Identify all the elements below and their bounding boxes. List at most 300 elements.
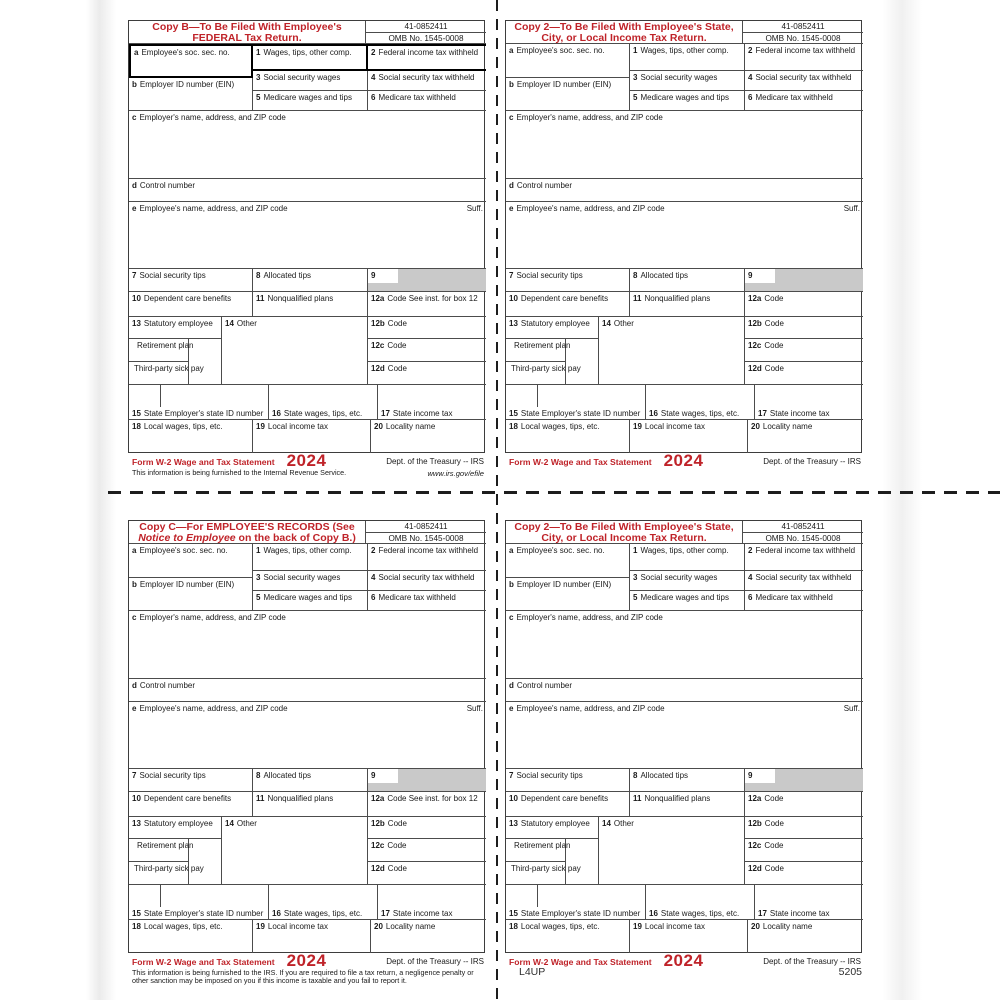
box-label: Code: [764, 864, 784, 873]
copy-title-text2: City, or Local Income Tax Return.: [541, 31, 707, 44]
box-8-cell: [253, 769, 368, 792]
box-number: 6: [371, 593, 376, 602]
box-1-cell: [253, 544, 368, 571]
box-label: Code: [387, 841, 407, 850]
box-label: Local wages, tips, etc.: [520, 422, 600, 431]
box-number: 12b: [371, 319, 385, 328]
form-name: Form W-2 Wage and Tax Statement: [509, 957, 652, 967]
box-label: Social security tips: [139, 271, 206, 280]
box-label: Local wages, tips, etc.: [143, 422, 223, 431]
copy-title-line2: [508, 33, 740, 44]
w2-form: [128, 520, 485, 953]
box-label: Other: [613, 819, 634, 828]
tax-year: 2024: [663, 451, 704, 470]
box-number: 19: [256, 422, 265, 431]
copy-title-text1: Copy C—For EMPLOYEE'S RECORDS (See: [139, 521, 355, 533]
box-number: e: [509, 204, 514, 213]
box-label: Federal income tax withheld: [378, 48, 479, 57]
box-label: Local wages, tips, etc.: [143, 922, 223, 931]
header-code-cell: [743, 521, 863, 544]
box-label: Retirement plan: [514, 841, 571, 850]
box-b-cell: [506, 578, 630, 611]
box-5-cell: [253, 591, 368, 611]
box-number: 11: [633, 794, 642, 803]
box-label: Employee's soc. sec. no.: [516, 46, 605, 55]
form-footer: [505, 951, 862, 990]
box-label: Code See inst. for box 12: [387, 794, 478, 803]
box-e-cell: [506, 702, 863, 769]
box-label: Locality name: [762, 922, 813, 931]
box-2-cell: [745, 44, 863, 71]
box-12a-cell: [368, 292, 486, 317]
box-label: Retirement plan: [137, 841, 194, 850]
box-7-cell: [129, 769, 253, 792]
box-14-cell: [599, 817, 745, 885]
copy-title-line2: [131, 33, 363, 44]
box-3-cell: [253, 71, 368, 91]
suffix-label: Suff.: [843, 704, 860, 713]
box-number: 2: [371, 546, 376, 555]
box-15-cell: [506, 885, 646, 920]
box-label: State Employer's state ID number: [520, 909, 641, 918]
box-6-cell: [745, 91, 863, 111]
box-number: 3: [633, 573, 638, 582]
box-12b-cell: [745, 317, 863, 339]
horizontal-perforation-line: [108, 491, 1000, 494]
efile-url: www.irs.gov/efile: [427, 469, 484, 478]
suffix-label: Suff.: [466, 704, 483, 713]
w2-form: [128, 20, 485, 453]
box-number: c: [509, 113, 514, 122]
box-12c-cell: [745, 839, 863, 862]
box-number: a: [509, 546, 514, 555]
box-number: 6: [748, 593, 753, 602]
box-number: 17: [381, 909, 390, 918]
box-e-cell: [506, 202, 863, 269]
omb-number: OMB No. 1545-0008: [765, 534, 841, 543]
box-label: Code: [387, 819, 407, 828]
box-number: 7: [509, 271, 514, 280]
box-label: Control number: [139, 181, 196, 190]
box-label: Retirement plan: [514, 341, 571, 350]
box-20-cell: [371, 920, 486, 953]
form-id-code: 41-0852411: [743, 521, 863, 533]
box-2-cell: [368, 544, 486, 571]
box-label: Retirement plan: [137, 341, 194, 350]
box-number: 20: [751, 422, 760, 431]
box-19-cell: [630, 920, 748, 953]
box-number: 10: [509, 794, 518, 803]
box-17-label-row: [381, 909, 453, 918]
box-number: 18: [509, 422, 518, 431]
box-20-cell: [371, 420, 486, 453]
box-number: 11: [633, 294, 642, 303]
box-number: 18: [509, 922, 518, 931]
box-number: 12c: [748, 341, 762, 350]
quadrant-copy-b-federal: [128, 20, 485, 490]
box-label: Code: [387, 341, 407, 350]
box-number: 8: [633, 771, 638, 780]
page-edge-shadow-left: [86, 0, 116, 1000]
box-19-cell: [630, 420, 748, 453]
box-label: Employer's name, address, and ZIP code: [139, 613, 286, 622]
w2-form: [505, 20, 862, 453]
box-label: Social security tax withheld: [378, 573, 475, 582]
box-number: 12d: [748, 364, 762, 373]
box-11-cell: [253, 292, 368, 317]
box-12a-cell: [368, 792, 486, 817]
box-a-cell: [506, 44, 630, 78]
box-15-cell: [129, 885, 269, 920]
box-12c-cell: [368, 839, 486, 862]
copy-title-text1: Copy 2—To Be Filed With Employee's State,: [514, 21, 734, 33]
form-name: Form W-2 Wage and Tax Statement: [132, 457, 275, 467]
box-label: Social security wages: [263, 73, 341, 82]
box-a-cell: [129, 44, 253, 78]
box-13-retirement-cell: [129, 339, 194, 362]
copy-title: [129, 521, 366, 544]
box-number: 4: [748, 73, 753, 82]
box-3-cell: [630, 571, 745, 591]
box-b-cell: [506, 78, 630, 111]
box-e-cell: [129, 702, 486, 769]
form-id-code: 41-0852411: [366, 21, 486, 33]
box-13-statutory-cell: [129, 817, 222, 839]
box-number: b: [132, 580, 137, 589]
treasury-label: Dept. of the Treasury -- IRS: [386, 457, 484, 466]
box-label: Third-party sick pay: [511, 864, 581, 873]
box-number: d: [132, 681, 137, 690]
box-label: Local income tax: [644, 922, 705, 931]
vertical-perforation-line: [496, 0, 498, 1000]
box-number: 20: [374, 422, 383, 431]
box-label: Code: [764, 819, 784, 828]
box-label: Nonqualified plans: [644, 294, 711, 303]
box-number: 14: [602, 319, 611, 328]
box-number: 14: [225, 819, 234, 828]
box-number: 2: [748, 46, 753, 55]
box-number: 14: [225, 319, 234, 328]
box-label: State wages, tips, etc.: [283, 409, 363, 418]
box-9-chip: [745, 769, 775, 783]
box-8-cell: [630, 769, 745, 792]
box-5-cell: [253, 91, 368, 111]
box-number: 16: [272, 409, 281, 418]
box-label: Code: [387, 364, 407, 373]
box-label: Allocated tips: [263, 271, 312, 280]
box-label: Medicare tax withheld: [755, 593, 833, 602]
box-d-cell: [506, 679, 863, 702]
tax-year: 2024: [286, 451, 327, 470]
box-9-cell: [745, 769, 863, 792]
box-15-label-row: [132, 909, 263, 918]
box-label: Wages, tips, other comp.: [263, 546, 352, 555]
box-label: Social security tips: [139, 771, 206, 780]
box-label: Employer ID number (EIN): [139, 580, 235, 589]
box-label: Social security tips: [516, 271, 583, 280]
box-17-cell: [755, 885, 863, 920]
box-label: Medicare wages and tips: [640, 593, 729, 602]
state-divider: [129, 885, 161, 907]
box-label: Allocated tips: [263, 771, 312, 780]
header-code-cell: [743, 21, 863, 44]
box-number: 5: [633, 93, 638, 102]
box-label: Statutory employee: [143, 319, 213, 328]
box-number: 4: [748, 573, 753, 582]
box-number: 12c: [748, 841, 762, 850]
plate-number: 5205: [838, 966, 862, 978]
box-number: 5: [256, 93, 261, 102]
box-number: 11: [256, 294, 265, 303]
box-b-cell: [129, 78, 253, 111]
box-16-cell: [269, 385, 378, 420]
box-label: Social security tax withheld: [755, 573, 852, 582]
box-label: Other: [236, 819, 257, 828]
box-10-cell: [506, 292, 630, 317]
box-17-label-row: [758, 909, 830, 918]
box-number: 17: [381, 409, 390, 418]
box-13-column: [506, 317, 599, 385]
copy-title-text1: Copy B—To Be Filed With Employee's: [152, 21, 342, 33]
box-label: Code: [764, 364, 784, 373]
header-code-cell: [366, 521, 486, 544]
quadrant-copy-2-state-bottom: [505, 520, 862, 990]
box-a-cell: [129, 544, 253, 578]
box-number: b: [509, 580, 514, 589]
box-4-cell: [745, 71, 863, 91]
quadrant-copy-c-records: [128, 520, 485, 990]
box-number: 1: [256, 546, 261, 555]
box-label: Third-party sick pay: [134, 364, 204, 373]
box-label: State income tax: [392, 409, 453, 418]
copy-title-text2: FEDERAL Tax Return.: [192, 31, 302, 44]
box-number: 11: [256, 794, 265, 803]
box-number: 8: [256, 771, 261, 780]
box-number: d: [132, 181, 137, 190]
box-13-column: [506, 817, 599, 885]
box-12c-cell: [368, 339, 486, 362]
box-14-cell: [599, 317, 745, 385]
box-number: 9: [748, 771, 753, 780]
box-label: Code: [387, 319, 407, 328]
box-number: 12a: [748, 794, 762, 803]
box-c-cell: [129, 611, 486, 679]
box-number: c: [132, 113, 137, 122]
box-number: c: [509, 613, 514, 622]
copy-title-italic: Notice to Employee: [138, 531, 236, 544]
box-label: Wages, tips, other comp.: [640, 546, 729, 555]
box-label: Third-party sick pay: [511, 364, 581, 373]
box-13-sickpay-cell: [506, 862, 581, 885]
box-label: State income tax: [769, 409, 830, 418]
box-7-cell: [129, 269, 253, 292]
box-label: Social security wages: [640, 573, 718, 582]
box-number: 4: [371, 573, 376, 582]
box-number: a: [134, 48, 139, 57]
box-10-cell: [129, 292, 253, 317]
box-13-sickpay-cell: [129, 362, 204, 385]
box-label: Nonqualified plans: [267, 794, 334, 803]
box-number: 5: [256, 593, 261, 602]
box-18-cell: [506, 920, 630, 953]
box-number: 12d: [371, 864, 385, 873]
box-label: Third-party sick pay: [134, 864, 204, 873]
box-label: State income tax: [769, 909, 830, 918]
box-label: Federal income tax withheld: [755, 46, 856, 55]
box-label: Code: [764, 794, 784, 803]
box-12b-cell: [745, 817, 863, 839]
form-id-code: 41-0852411: [743, 21, 863, 33]
box-label: Other: [236, 319, 257, 328]
box-13-column: [129, 817, 222, 885]
box-number: c: [132, 613, 137, 622]
box-number: 5: [633, 593, 638, 602]
box-number: 12a: [371, 294, 385, 303]
box-label: State wages, tips, etc.: [283, 909, 363, 918]
box-number: e: [509, 704, 514, 713]
copy-title-line2: [131, 533, 363, 544]
box-number: 20: [751, 922, 760, 931]
omb-number: OMB No. 1545-0008: [388, 534, 464, 543]
treasury-label: Dept. of the Treasury -- IRS: [763, 957, 861, 966]
box-number: 15: [509, 409, 518, 418]
box-label: Control number: [139, 681, 196, 690]
box-label: Social security wages: [263, 573, 341, 582]
box-number: 19: [633, 422, 642, 431]
box-label: Dependent care benefits: [143, 794, 232, 803]
suffix-label: Suff.: [843, 204, 860, 213]
quadrant-copy-2-state-top: [505, 20, 862, 490]
box-number: e: [132, 204, 137, 213]
box-2-cell: [368, 44, 486, 71]
box-label: Code: [764, 341, 784, 350]
box-13-sickpay-cell: [506, 362, 581, 385]
box-17-label-row: [381, 409, 453, 418]
footer-notice: This information is being furnished to the IRS. If you are required to file a tax return, a negligence penalty or other sanction may be imposed on you if this income is taxable and you fail to report it.: [132, 968, 474, 986]
box-4-cell: [368, 71, 486, 91]
box-10-cell: [129, 792, 253, 817]
box-label: Employer's name, address, and ZIP code: [516, 113, 663, 122]
box-6-cell: [368, 91, 486, 111]
box-number: 4: [371, 73, 376, 82]
copy-title: [506, 521, 743, 544]
box-1-cell: [630, 44, 745, 71]
box-number: 9: [371, 771, 376, 780]
box-label: Social security wages: [640, 73, 718, 82]
box-16-cell: [646, 385, 755, 420]
box-number: 2: [371, 48, 376, 57]
box-label: Statutory employee: [143, 819, 213, 828]
box-12b-cell: [368, 317, 486, 339]
box-6-cell: [368, 591, 486, 611]
box-label: Social security tax withheld: [378, 73, 475, 82]
box-12b-cell: [368, 817, 486, 839]
box-label: Other: [613, 319, 634, 328]
box-19-cell: [253, 920, 371, 953]
form-footer: [505, 451, 862, 490]
box-number: 14: [602, 819, 611, 828]
box-8-cell: [630, 269, 745, 292]
box-label: Code: [764, 841, 784, 850]
box-number: 12b: [371, 819, 385, 828]
copy-title: [129, 21, 366, 44]
box-number: 15: [132, 409, 141, 418]
box-number: 12a: [371, 794, 385, 803]
box-20-cell: [748, 420, 863, 453]
state-divider: [506, 885, 538, 907]
box-number: 17: [758, 409, 767, 418]
box-12a-cell: [745, 792, 863, 817]
box-c-cell: [506, 111, 863, 179]
box-c-cell: [506, 611, 863, 679]
box-number: 1: [633, 546, 638, 555]
box-15-label-row: [132, 409, 263, 418]
box-number: 15: [132, 909, 141, 918]
box-label: Employer's name, address, and ZIP code: [139, 113, 286, 122]
box-number: 10: [132, 794, 141, 803]
box-number: 13: [509, 819, 518, 828]
suffix-label: Suff.: [466, 204, 483, 213]
box-13-retirement-cell: [506, 839, 571, 862]
box-16-cell: [646, 885, 755, 920]
box-17-cell: [378, 885, 486, 920]
box-18-cell: [506, 420, 630, 453]
treasury-label: Dept. of the Treasury -- IRS: [763, 457, 861, 466]
box-number: 12c: [371, 841, 385, 850]
box-3-cell: [253, 571, 368, 591]
box-label: Employee's soc. sec. no.: [139, 546, 228, 555]
box-9-cell: [368, 769, 486, 792]
box-12a-cell: [745, 292, 863, 317]
box-number: 19: [633, 922, 642, 931]
box-6-cell: [745, 591, 863, 611]
box-18-cell: [129, 420, 253, 453]
box-11-cell: [253, 792, 368, 817]
box-label: Statutory employee: [520, 319, 590, 328]
omb-number: OMB No. 1545-0008: [388, 34, 464, 43]
box-label: Employer ID number (EIN): [516, 80, 612, 89]
box-number: 10: [509, 294, 518, 303]
box-a-cell: [506, 544, 630, 578]
box-number: 3: [256, 573, 261, 582]
box-13-retirement-cell: [129, 839, 194, 862]
box-label: State Employer's state ID number: [143, 909, 264, 918]
box-label: Medicare tax withheld: [378, 593, 456, 602]
box-19-cell: [253, 420, 371, 453]
box-label: Local wages, tips, etc.: [520, 922, 600, 931]
box-number: 6: [748, 93, 753, 102]
box-18-cell: [129, 920, 253, 953]
box-number: e: [132, 704, 137, 713]
box-9-chip: [368, 269, 398, 283]
box-number: 6: [371, 93, 376, 102]
tax-year: 2024: [286, 951, 327, 970]
box-e-cell: [129, 202, 486, 269]
box-20-cell: [748, 920, 863, 953]
box-label: Wages, tips, other comp.: [263, 48, 352, 57]
box-number: 2: [748, 546, 753, 555]
box-2-cell: [745, 544, 863, 571]
header-code-cell: [366, 21, 486, 44]
box-label: Code: [764, 319, 784, 328]
box-label: Nonqualified plans: [644, 794, 711, 803]
box-number: 16: [649, 909, 658, 918]
box-17-cell: [755, 385, 863, 420]
box-12d-cell: [745, 862, 863, 885]
box-1-cell: [253, 44, 368, 71]
box-number: 12a: [748, 294, 762, 303]
box-d-cell: [129, 179, 486, 202]
